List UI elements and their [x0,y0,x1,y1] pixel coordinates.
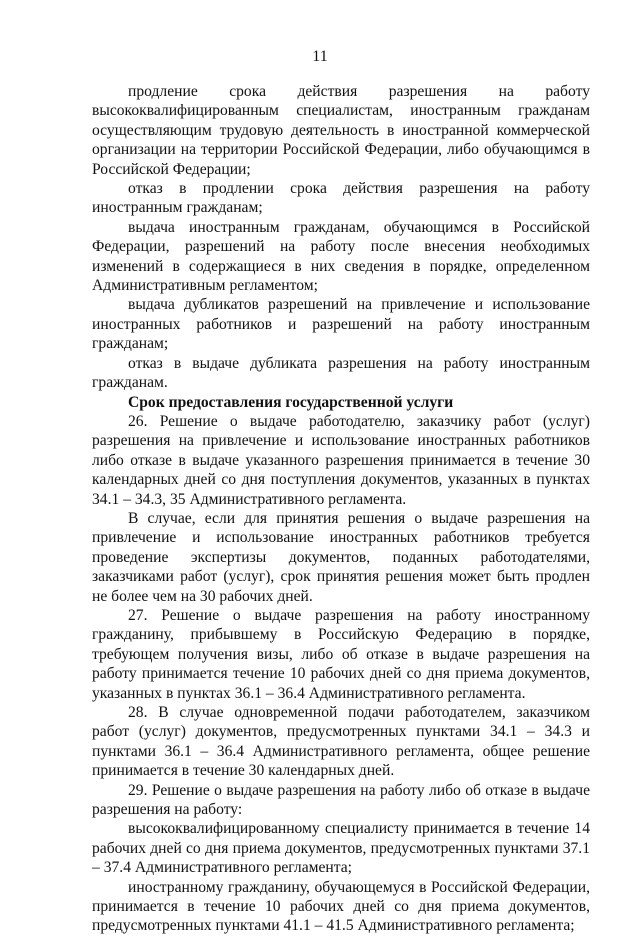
paragraph: 28. В случае одновременной подачи работодателем, заказчиком работ (услуг) документов, предусмотренных пунктами 34.1 – 34.3 и пунктами 36.1 – 36.4 Административного регламента, общее решение принимается в течение 30 календарных дней. [92,704,590,780]
paragraph: В случае, если для принятия решения о выдаче разрешения на привлечение и использование иностранных работников требуется проведение экспертизы документов, поданных работодателями, заказчиками работ (услуг), срок принятия решения может быть продлен не более чем на 30 рабочих дней. [92,509,590,605]
paragraph: высококвалифицированному специалисту принимается в течение 14 рабочих дней со дня приема документов, предусмотренных пунктами 37.1 – 37.4 Административного регламента; [92,820,590,877]
paragraph: отказ в выдаче дубликата разрешения на работу иностранным гражданам. [92,354,590,392]
paragraph: 26. Решение о выдаче работодателю, заказчику работ (услуг) разрешения на привлечение и использование иностранных работников либо отказе в выдаче указанного разрешения принимается в течение 30 календарных дней со дня поступления документов, указанных в пунктах 34.1 – 34.3, 35 Административного регламента. [92,412,590,508]
paragraph: 29. Решение о выдаче разрешения на работу либо об отказе в выдаче разрешения на работу: [92,781,590,819]
paragraph: выдача иностранным гражданам, обучающимся в Российской Федерации, разрешений на работу после внесения необходимых изменений в содержащиеся в них сведения в порядке, определенном Административным регламентом; [92,218,590,295]
document-body [92,82,590,936]
paragraph: отказ в продлении срока действия разрешения на работу иностранным гражданам; [92,180,590,217]
page-number: 11 [312,48,328,65]
paragraph: выдача дубликатов разрешений на привлечение и использование иностранных работников и разрешений на работу иностранным гражданам; [92,296,590,353]
paragraph: продление срока действия разрешения на работу высококвалифицированным специалистам, иностранным гражданам осуществляющим трудовую деятельность в иностранной коммерческой организации на территории Российской Федерации, либо обучающимся в Российской Федерации; [92,83,590,178]
paragraph: иностранному гражданину, обучающемуся в Российской Федерации, принимается в течение 10 рабочих дней со дня приема документов, предусмотренных пунктами 41.1 – 41.5 Административного регламента; [92,878,590,935]
section-heading: Срок предоставления государственной услуги [128,393,454,411]
paragraph: 27. Решение о выдаче разрешения на работу иностранному гражданину, прибывшему в Российскую Федерацию в порядке, требующем получения визы, либо об отказе в выдаче разрешения на работу принимается течение 10 рабочих дней со дня приема документов, указанных в пунктах 36.1 – 36.4 Административного регламента. [92,606,590,702]
